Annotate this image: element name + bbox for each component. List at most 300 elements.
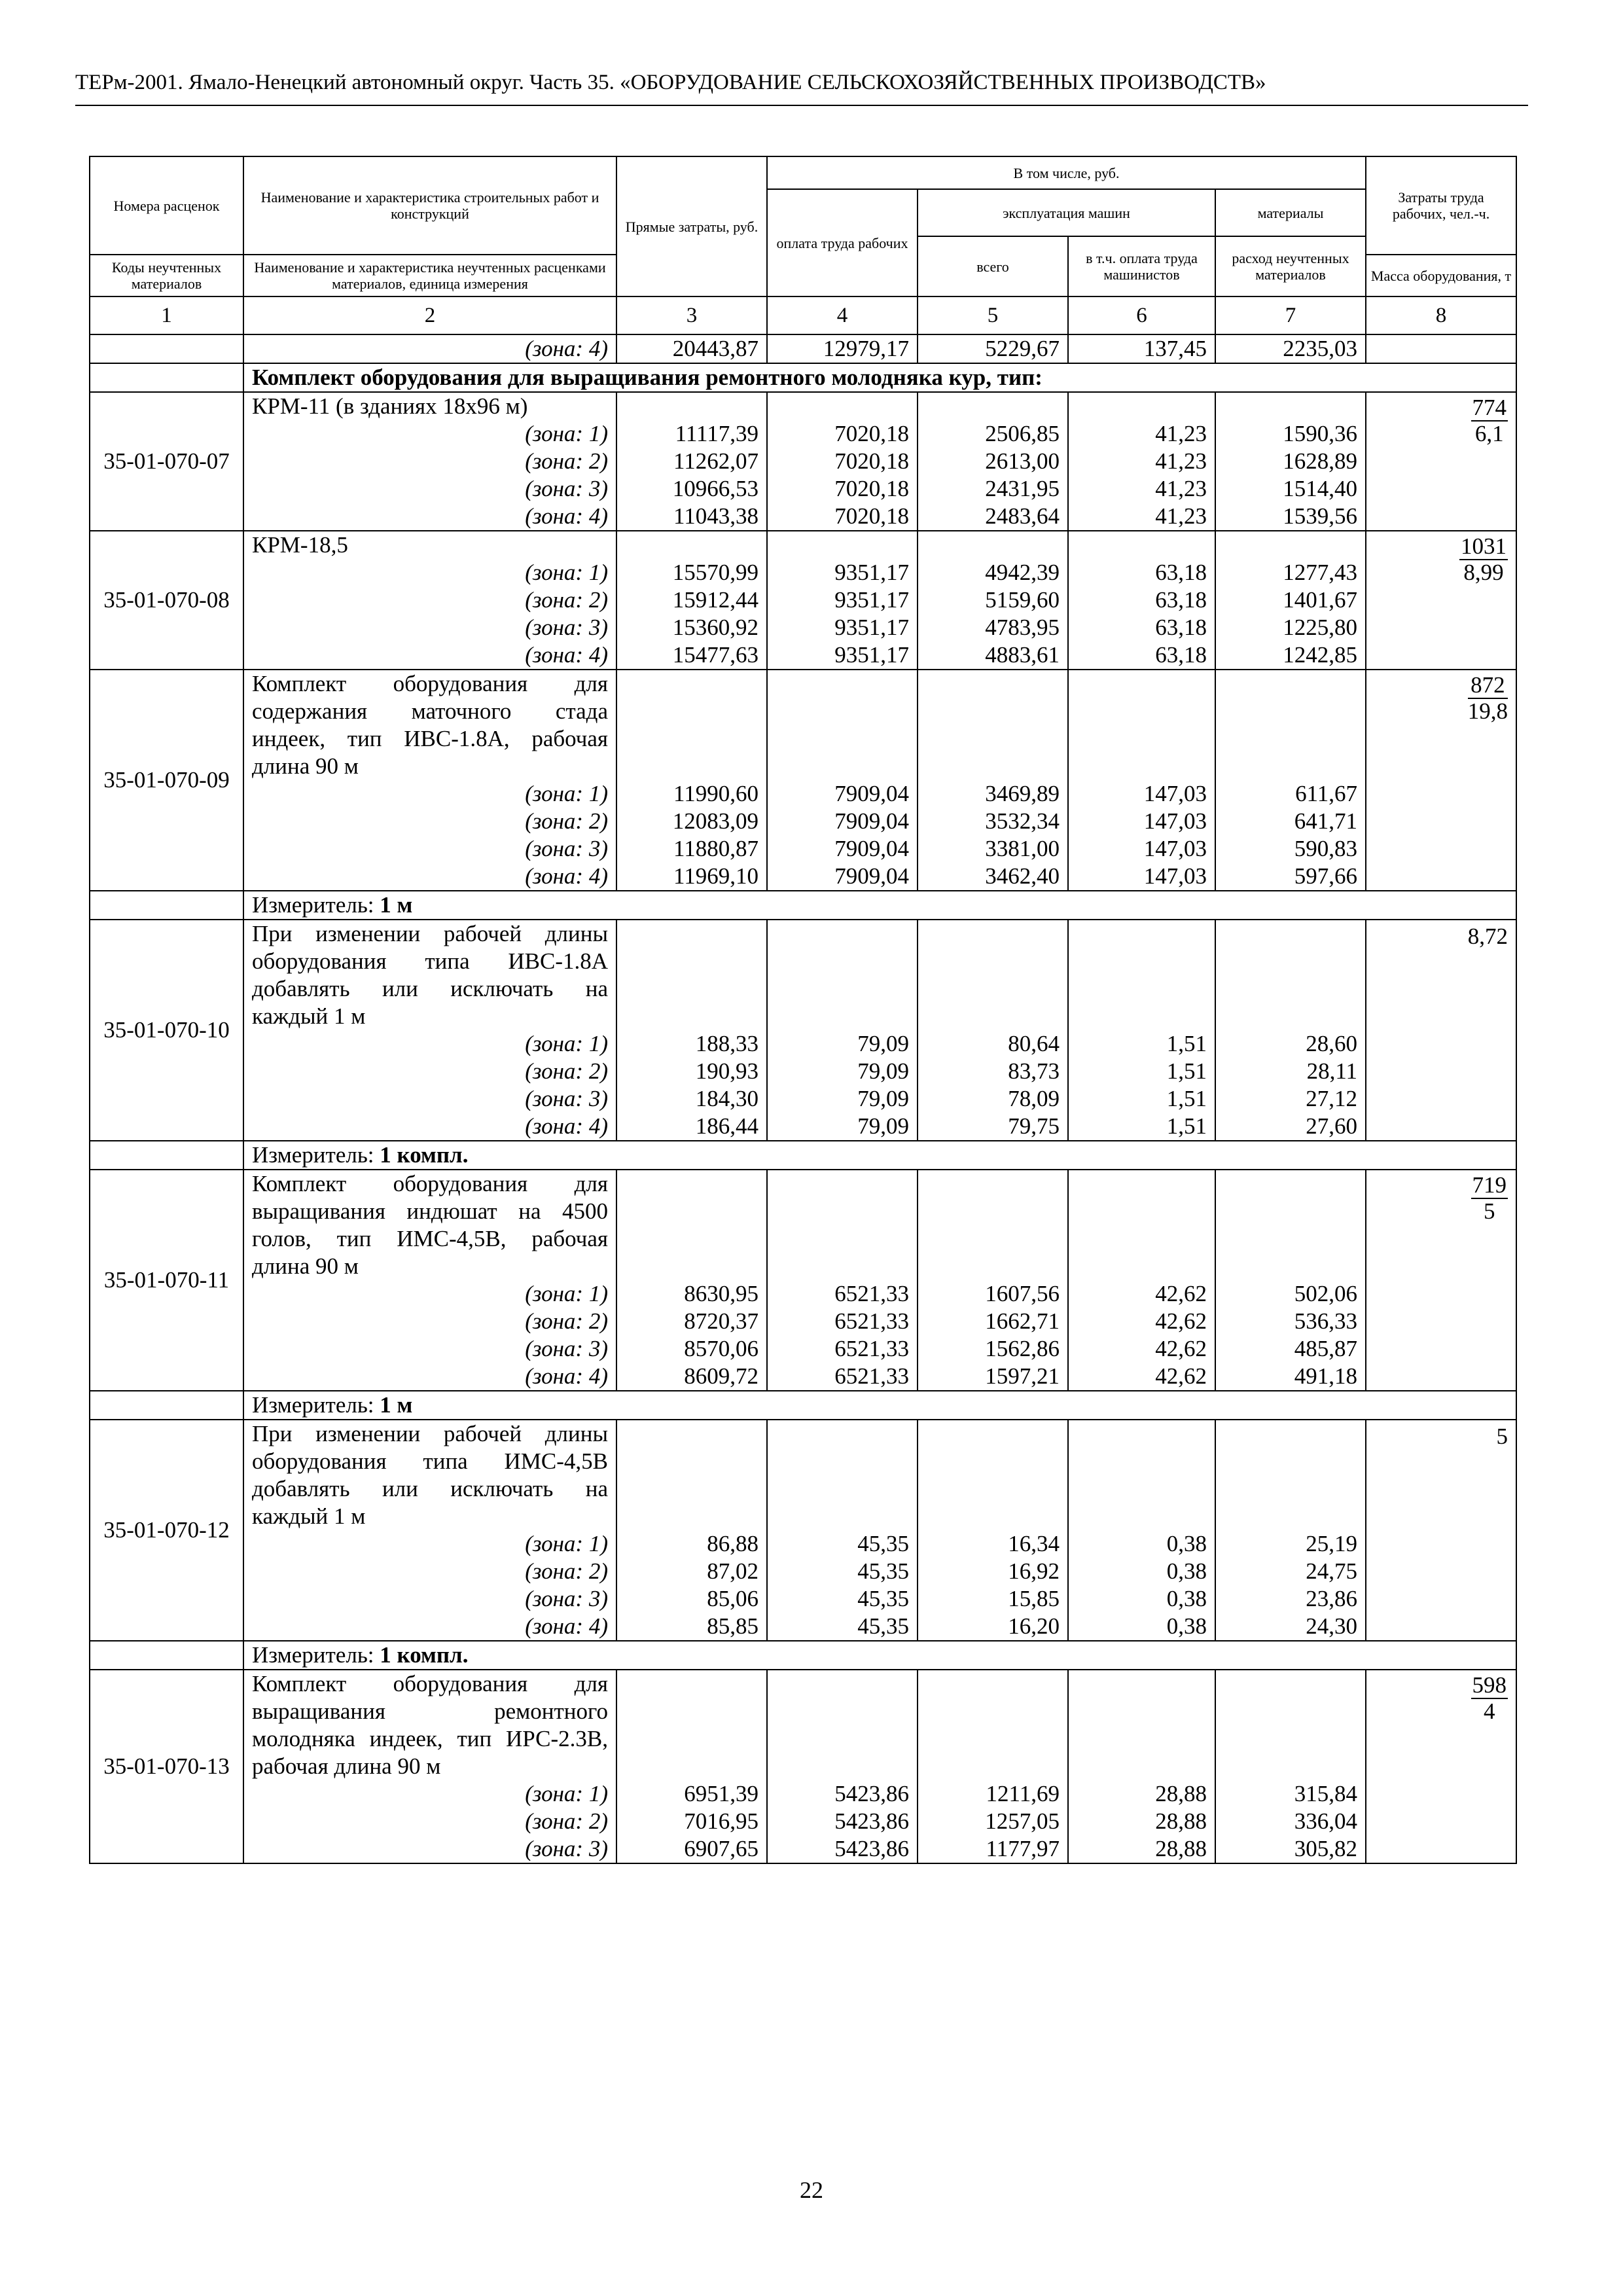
direct-cost: 6907,65 xyxy=(616,1835,767,1863)
zone-label: (зона: 4) xyxy=(243,1363,616,1391)
rate-code: 35-01-070-12 xyxy=(90,1420,243,1641)
labor-and-mass xyxy=(1366,1420,1516,1641)
rate-code: 35-01-070-11 xyxy=(90,1170,243,1391)
materials-cost: 1225,80 xyxy=(1215,614,1366,641)
zone-row xyxy=(90,1030,1516,1058)
zone-label: (зона: 1) xyxy=(243,1530,616,1558)
machines-wages: 1,51 xyxy=(1068,1085,1215,1113)
zone-label: (зона: 1) xyxy=(243,1280,616,1308)
wages-cost: 9351,17 xyxy=(767,586,918,614)
meter-row xyxy=(90,1391,1516,1420)
empty-cell xyxy=(1215,920,1366,1030)
rate-item-row xyxy=(90,1420,1516,1530)
zone-row xyxy=(90,1585,1516,1613)
wages-cost: 7020,18 xyxy=(767,475,918,503)
header-direct: Прямые затраты, руб. xyxy=(616,156,767,296)
rate-description: При изменении рабочей длины оборудования типа ИМС-4,5В добавлять или исключать на каждый 1 м xyxy=(243,1420,616,1530)
materials-cost: 305,82 xyxy=(1215,1835,1366,1863)
empty-cell xyxy=(1068,392,1215,420)
rate-code: 35-01-070-13 xyxy=(90,1670,243,1863)
materials-cost: 25,19 xyxy=(1215,1530,1366,1558)
empty-cell xyxy=(616,1170,767,1280)
direct-cost: 8630,95 xyxy=(616,1280,767,1308)
zone-label: (зона: 3) xyxy=(243,835,616,863)
zone-label: (зона: 3) xyxy=(243,475,616,503)
zone-row xyxy=(90,1113,1516,1141)
rate-description: При изменении рабочей длины оборудования типа ИВС-1.8А добавлять или исключать на каждый 1 м xyxy=(243,920,616,1030)
materials-cost: 336,04 xyxy=(1215,1808,1366,1835)
machines-wages: 42,62 xyxy=(1068,1335,1215,1363)
machines-wages: 41,23 xyxy=(1068,448,1215,475)
machines-total: 3462,40 xyxy=(918,863,1068,891)
zone-label: (зона: 2) xyxy=(243,1308,616,1335)
zone-label: (зона: 3) xyxy=(243,1835,616,1863)
zone-label: (зона: 4) xyxy=(243,334,616,363)
wages-cost: 6521,33 xyxy=(767,1308,918,1335)
direct-cost: 85,06 xyxy=(616,1585,767,1613)
wages-cost: 5423,86 xyxy=(767,1808,918,1835)
direct-cost: 20443,87 xyxy=(616,334,767,363)
empty-cell xyxy=(767,670,918,780)
direct-cost: 190,93 xyxy=(616,1058,767,1085)
zone-row xyxy=(90,420,1516,448)
direct-cost: 10966,53 xyxy=(616,475,767,503)
zone-row xyxy=(90,1530,1516,1558)
machines-wages: 42,62 xyxy=(1068,1363,1215,1391)
direct-cost: 11117,39 xyxy=(616,420,767,448)
wages-cost: 9351,17 xyxy=(767,559,918,586)
document-header: ТЕРм-2001. Ямало-Ненецкий автономный округ. Часть 35. «ОБОРУДОВАНИЕ СЕЛЬСКОХОЗЯЙСТВЕННЫХ ПРОИЗВОДСТВ» xyxy=(75,71,1266,94)
empty-cell xyxy=(1215,1670,1366,1780)
zone-label: (зона: 3) xyxy=(243,614,616,641)
zone-label: (зона: 2) xyxy=(243,1058,616,1085)
machines-total: 4942,39 xyxy=(918,559,1068,586)
direct-cost: 11990,60 xyxy=(616,780,767,808)
labor-mass-fraction xyxy=(1459,534,1508,585)
zone-row xyxy=(90,863,1516,891)
direct-cost: 15477,63 xyxy=(616,641,767,670)
zone-label: (зона: 1) xyxy=(243,420,616,448)
zone-label: (зона: 1) xyxy=(243,1030,616,1058)
empty-cell xyxy=(90,363,243,392)
labor-hours: 5 xyxy=(1496,1424,1508,1449)
meter-text: Измеритель: xyxy=(252,1142,374,1168)
zone-label: (зона: 3) xyxy=(243,1085,616,1113)
zone-label: (зона: 2) xyxy=(243,1558,616,1585)
machines-total: 1257,05 xyxy=(918,1808,1068,1835)
wages-cost: 5423,86 xyxy=(767,1780,918,1808)
labor-mass-fraction xyxy=(1471,1173,1508,1224)
direct-cost: 8720,37 xyxy=(616,1308,767,1335)
machines-wages: 42,62 xyxy=(1068,1308,1215,1335)
labor-and-mass xyxy=(1366,392,1516,531)
zone-row xyxy=(90,1808,1516,1835)
wages-cost: 12979,17 xyxy=(767,334,918,363)
materials-cost: 315,84 xyxy=(1215,1780,1366,1808)
meter-row xyxy=(90,1641,1516,1670)
equipment-mass: 19,8 xyxy=(1467,698,1508,724)
wages-cost: 9351,17 xyxy=(767,614,918,641)
zone-row xyxy=(90,1058,1516,1085)
machines-wages: 41,23 xyxy=(1068,420,1215,448)
machines-total: 16,20 xyxy=(918,1613,1068,1641)
empty-cell xyxy=(616,1670,767,1780)
header-machines: эксплуатация машин xyxy=(918,189,1215,236)
materials-cost: 590,83 xyxy=(1215,835,1366,863)
zone-label: (зона: 1) xyxy=(243,1780,616,1808)
materials-cost: 1401,67 xyxy=(1215,586,1366,614)
wages-cost: 79,09 xyxy=(767,1030,918,1058)
empty-cell xyxy=(918,1420,1068,1530)
rate-item-row xyxy=(90,1170,1516,1280)
rate-item-row xyxy=(90,531,1516,559)
rate-description: Комплект оборудования для содержания маточного стада индеек, тип ИВС-1.8А, рабочая длина 90 м xyxy=(243,670,616,780)
table-body xyxy=(90,334,1516,1863)
materials-cost: 641,71 xyxy=(1215,808,1366,835)
direct-cost: 85,85 xyxy=(616,1613,767,1641)
machines-wages: 0,38 xyxy=(1068,1585,1215,1613)
direct-cost: 186,44 xyxy=(616,1113,767,1141)
materials-cost: 28,60 xyxy=(1215,1030,1366,1058)
meter-unit: 1 м xyxy=(380,1392,413,1418)
empty-cell xyxy=(1215,392,1366,420)
labor-mass-fraction xyxy=(1468,673,1508,724)
direct-cost: 15570,99 xyxy=(616,559,767,586)
header-material-name: Наименование и характеристика неучтенных расценками материалов, единица измерения xyxy=(243,255,616,296)
machines-wages: 1,51 xyxy=(1068,1113,1215,1141)
wages-cost: 6521,33 xyxy=(767,1363,918,1391)
meter-label xyxy=(243,1141,1516,1170)
column-number: 8 xyxy=(1366,296,1516,334)
zone-label: (зона: 3) xyxy=(243,1335,616,1363)
column-number: 4 xyxy=(767,296,918,334)
machines-wages: 147,03 xyxy=(1068,780,1215,808)
column-number: 1 xyxy=(90,296,243,334)
zone-row xyxy=(90,1280,1516,1308)
zone-row xyxy=(90,808,1516,835)
direct-cost: 11262,07 xyxy=(616,448,767,475)
zone-row xyxy=(90,1558,1516,1585)
machines-wages: 0,38 xyxy=(1068,1558,1215,1585)
machines-total: 3469,89 xyxy=(918,780,1068,808)
header-incl: В том числе, руб. xyxy=(767,156,1366,189)
machines-wages: 0,38 xyxy=(1068,1530,1215,1558)
materials-cost: 1628,89 xyxy=(1215,448,1366,475)
empty-cell xyxy=(767,531,918,559)
zone-label: (зона: 4) xyxy=(243,641,616,670)
section-title: Комплект оборудования для выращивания ремонтного молодняка кур, тип: xyxy=(243,363,1516,392)
direct-cost: 6951,39 xyxy=(616,1780,767,1808)
zone-row xyxy=(90,559,1516,586)
machines-wages: 41,23 xyxy=(1068,503,1215,531)
empty-cell xyxy=(918,670,1068,780)
header-name: Наименование и характеристика строительных работ и конструкций xyxy=(243,156,616,255)
direct-cost: 7016,95 xyxy=(616,1808,767,1835)
machines-total: 4883,61 xyxy=(918,641,1068,670)
empty-cell xyxy=(918,392,1068,420)
machines-total: 2431,95 xyxy=(918,475,1068,503)
zone-label: (зона: 1) xyxy=(243,559,616,586)
machines-total: 16,92 xyxy=(918,1558,1068,1585)
machines-total: 16,34 xyxy=(918,1530,1068,1558)
meter-label xyxy=(243,1391,1516,1420)
machines-total: 78,09 xyxy=(918,1085,1068,1113)
machines-total: 3532,34 xyxy=(918,808,1068,835)
empty-cell xyxy=(767,1170,918,1280)
zone-row xyxy=(90,475,1516,503)
rate-code: 35-01-070-09 xyxy=(90,670,243,891)
empty-cell xyxy=(90,1391,243,1420)
machines-wages: 28,88 xyxy=(1068,1835,1215,1863)
equipment-mass: 6,1 xyxy=(1474,421,1504,446)
equipment-mass: 5 xyxy=(1484,1198,1495,1224)
empty-cell xyxy=(1068,1420,1215,1530)
meter-unit: 1 м xyxy=(380,892,413,918)
direct-cost: 8570,06 xyxy=(616,1335,767,1363)
direct-cost: 8609,72 xyxy=(616,1363,767,1391)
wages-cost: 7020,18 xyxy=(767,420,918,448)
zone-row xyxy=(90,1085,1516,1113)
machines-total: 4783,95 xyxy=(918,614,1068,641)
empty-cell xyxy=(1215,1420,1366,1530)
empty-cell xyxy=(1068,670,1215,780)
empty-cell xyxy=(90,891,243,920)
machines-wages: 147,03 xyxy=(1068,863,1215,891)
rate-code: 35-01-070-10 xyxy=(90,920,243,1141)
rate-code: 35-01-070-07 xyxy=(90,392,243,531)
wages-cost: 7909,04 xyxy=(767,835,918,863)
zone-label: (зона: 4) xyxy=(243,1113,616,1141)
machines-total: 1662,71 xyxy=(918,1308,1068,1335)
header-mass: Масса оборудования, т xyxy=(1366,255,1516,296)
section-title-row xyxy=(90,363,1516,392)
rate-item-row xyxy=(90,1670,1516,1780)
rate-description: Комплект оборудования для выращивания индюшат на 4500 голов, тип ИМС-4,5В, рабочая длина 90 м xyxy=(243,1170,616,1280)
materials-cost: 1277,43 xyxy=(1215,559,1366,586)
empty-cell xyxy=(1068,531,1215,559)
header-material-codes: Коды неучтенных материалов xyxy=(90,255,243,296)
empty-cell xyxy=(1215,1170,1366,1280)
wages-cost: 7020,18 xyxy=(767,448,918,475)
machines-wages: 147,03 xyxy=(1068,808,1215,835)
direct-cost: 11880,87 xyxy=(616,835,767,863)
wages-cost: 79,09 xyxy=(767,1085,918,1113)
machines-total: 83,73 xyxy=(918,1058,1068,1085)
wages-cost: 45,35 xyxy=(767,1530,918,1558)
labor-hours: 598 xyxy=(1472,1672,1507,1698)
machines-wages: 1,51 xyxy=(1068,1030,1215,1058)
wages-cost: 79,09 xyxy=(767,1058,918,1085)
zone-label: (зона: 3) xyxy=(243,1585,616,1613)
labor-hours: 872 xyxy=(1468,673,1508,699)
machines-total: 1211,69 xyxy=(918,1780,1068,1808)
machines-total: 15,85 xyxy=(918,1585,1068,1613)
empty-cell xyxy=(90,334,243,363)
machines-total: 1607,56 xyxy=(918,1280,1068,1308)
zone-row xyxy=(90,780,1516,808)
header-labor: Затраты труда рабочих, чел.-ч. xyxy=(1366,156,1516,255)
empty-cell xyxy=(767,392,918,420)
meter-unit: 1 компл. xyxy=(380,1642,469,1668)
direct-cost: 15360,92 xyxy=(616,614,767,641)
wages-cost: 7909,04 xyxy=(767,808,918,835)
machines-total: 5229,67 xyxy=(918,334,1068,363)
labor-mass-fraction xyxy=(1471,1673,1508,1724)
wages-cost: 45,35 xyxy=(767,1585,918,1613)
header-wages: оплата труда рабочих xyxy=(767,189,918,296)
empty-cell xyxy=(1068,1670,1215,1780)
empty-cell xyxy=(616,1420,767,1530)
empty-cell xyxy=(918,1670,1068,1780)
meter-text: Измеритель: xyxy=(252,1642,374,1668)
empty-cell xyxy=(1215,670,1366,780)
labor-hours: 8,72 xyxy=(1467,924,1508,949)
wages-cost: 5423,86 xyxy=(767,1835,918,1863)
zone-label: (зона: 2) xyxy=(243,448,616,475)
empty-cell xyxy=(918,920,1068,1030)
zone-row xyxy=(90,641,1516,670)
machines-wages: 28,88 xyxy=(1068,1808,1215,1835)
column-number: 6 xyxy=(1068,296,1215,334)
machines-total: 80,64 xyxy=(918,1030,1068,1058)
machines-wages: 42,62 xyxy=(1068,1280,1215,1308)
wages-cost: 45,35 xyxy=(767,1558,918,1585)
direct-cost: 86,88 xyxy=(616,1530,767,1558)
machines-total: 2613,00 xyxy=(918,448,1068,475)
header-unaccounted: расход неучтенных материалов xyxy=(1215,236,1366,296)
materials-cost: 2235,03 xyxy=(1215,334,1366,363)
machines-wages: 0,38 xyxy=(1068,1613,1215,1641)
labor-hours: 1031 xyxy=(1461,533,1507,559)
machines-wages: 41,23 xyxy=(1068,475,1215,503)
zone-row xyxy=(90,586,1516,614)
materials-cost: 1590,36 xyxy=(1215,420,1366,448)
direct-cost: 87,02 xyxy=(616,1558,767,1585)
direct-cost: 188,33 xyxy=(616,1030,767,1058)
zone-row xyxy=(90,1363,1516,1391)
direct-cost: 12083,09 xyxy=(616,808,767,835)
empty-cell xyxy=(1068,1170,1215,1280)
column-number: 7 xyxy=(1215,296,1366,334)
labor-hours: 719 xyxy=(1472,1172,1507,1198)
zone-label: (зона: 2) xyxy=(243,586,616,614)
zone-label: (зона: 1) xyxy=(243,780,616,808)
page-number: 22 xyxy=(800,2177,823,2203)
machines-wages: 63,18 xyxy=(1068,586,1215,614)
meter-label xyxy=(243,891,1516,920)
materials-cost: 485,87 xyxy=(1215,1335,1366,1363)
zone-row xyxy=(90,503,1516,531)
direct-cost: 184,30 xyxy=(616,1085,767,1113)
zone-label: (зона: 2) xyxy=(243,808,616,835)
rate-description: Комплект оборудования для выращивания ремонтного молодняка индеек, тип ИРС-2.3В, рабочая длина 90 м xyxy=(243,1670,616,1780)
empty-cell xyxy=(918,1170,1068,1280)
labor-and-mass xyxy=(1366,920,1516,1141)
zone-row xyxy=(90,1780,1516,1808)
empty-cell xyxy=(616,920,767,1030)
empty-cell xyxy=(767,1420,918,1530)
equipment-mass: 4 xyxy=(1484,1698,1495,1724)
rate-description: КРМ-11 (в зданиях 18x96 м) xyxy=(243,392,616,420)
rates-table xyxy=(89,156,1517,1864)
labor-and-mass xyxy=(1366,670,1516,891)
rate-item-row xyxy=(90,392,1516,420)
meter-text: Измеритель: xyxy=(252,892,374,918)
meter-row xyxy=(90,1141,1516,1170)
materials-cost: 502,06 xyxy=(1215,1280,1366,1308)
header-materials: материалы xyxy=(1215,189,1366,236)
zone-row xyxy=(90,1835,1516,1863)
materials-cost: 24,75 xyxy=(1215,1558,1366,1585)
materials-cost: 23,86 xyxy=(1215,1585,1366,1613)
header-rule xyxy=(75,105,1528,106)
zone-row xyxy=(90,835,1516,863)
machines-wages: 1,51 xyxy=(1068,1058,1215,1085)
table-header xyxy=(90,156,1516,334)
column-number: 5 xyxy=(918,296,1068,334)
machines-total: 3381,00 xyxy=(918,835,1068,863)
carry-over-row xyxy=(90,334,1516,363)
machines-total: 1177,97 xyxy=(918,1835,1068,1863)
zone-row xyxy=(90,448,1516,475)
column-number: 2 xyxy=(243,296,616,334)
empty-cell xyxy=(90,1641,243,1670)
materials-cost: 24,30 xyxy=(1215,1613,1366,1641)
empty-cell xyxy=(616,392,767,420)
zone-label: (зона: 4) xyxy=(243,863,616,891)
materials-cost: 597,66 xyxy=(1215,863,1366,891)
empty-cell xyxy=(90,1141,243,1170)
meter-label xyxy=(243,1641,1516,1670)
wages-cost: 79,09 xyxy=(767,1113,918,1141)
materials-cost: 491,18 xyxy=(1215,1363,1366,1391)
zone-row xyxy=(90,1335,1516,1363)
machines-total: 2506,85 xyxy=(918,420,1068,448)
empty-cell xyxy=(767,920,918,1030)
direct-cost: 11969,10 xyxy=(616,863,767,891)
rate-code: 35-01-070-08 xyxy=(90,531,243,670)
materials-cost: 536,33 xyxy=(1215,1308,1366,1335)
machines-total: 79,75 xyxy=(918,1113,1068,1141)
meter-unit: 1 компл. xyxy=(380,1142,469,1168)
machines-wages: 63,18 xyxy=(1068,614,1215,641)
wages-cost: 7020,18 xyxy=(767,503,918,531)
empty-cell xyxy=(918,531,1068,559)
equipment-mass: 8,99 xyxy=(1463,560,1504,585)
materials-cost: 1242,85 xyxy=(1215,641,1366,670)
labor-and-mass xyxy=(1366,531,1516,670)
wages-cost: 45,35 xyxy=(767,1613,918,1641)
zone-label: (зона: 2) xyxy=(243,1808,616,1835)
column-number: 3 xyxy=(616,296,767,334)
zone-label: (зона: 4) xyxy=(243,503,616,531)
machines-wages: 147,03 xyxy=(1068,835,1215,863)
labor-and-mass xyxy=(1366,1670,1516,1863)
rate-item-row xyxy=(90,670,1516,780)
machines-wages: 137,45 xyxy=(1068,334,1215,363)
machines-total: 5159,60 xyxy=(918,586,1068,614)
empty-cell xyxy=(616,531,767,559)
labor-hours: 774 xyxy=(1472,395,1507,420)
rate-description: КРМ-18,5 xyxy=(243,531,616,559)
direct-cost: 11043,38 xyxy=(616,503,767,531)
header-machines-total: всего xyxy=(918,236,1068,296)
materials-cost: 27,12 xyxy=(1215,1085,1366,1113)
wages-cost: 9351,17 xyxy=(767,641,918,670)
materials-cost: 27,60 xyxy=(1215,1113,1366,1141)
materials-cost: 1539,56 xyxy=(1215,503,1366,531)
header-machines-wages: в т.ч. оплата труда машинистов xyxy=(1068,236,1215,296)
